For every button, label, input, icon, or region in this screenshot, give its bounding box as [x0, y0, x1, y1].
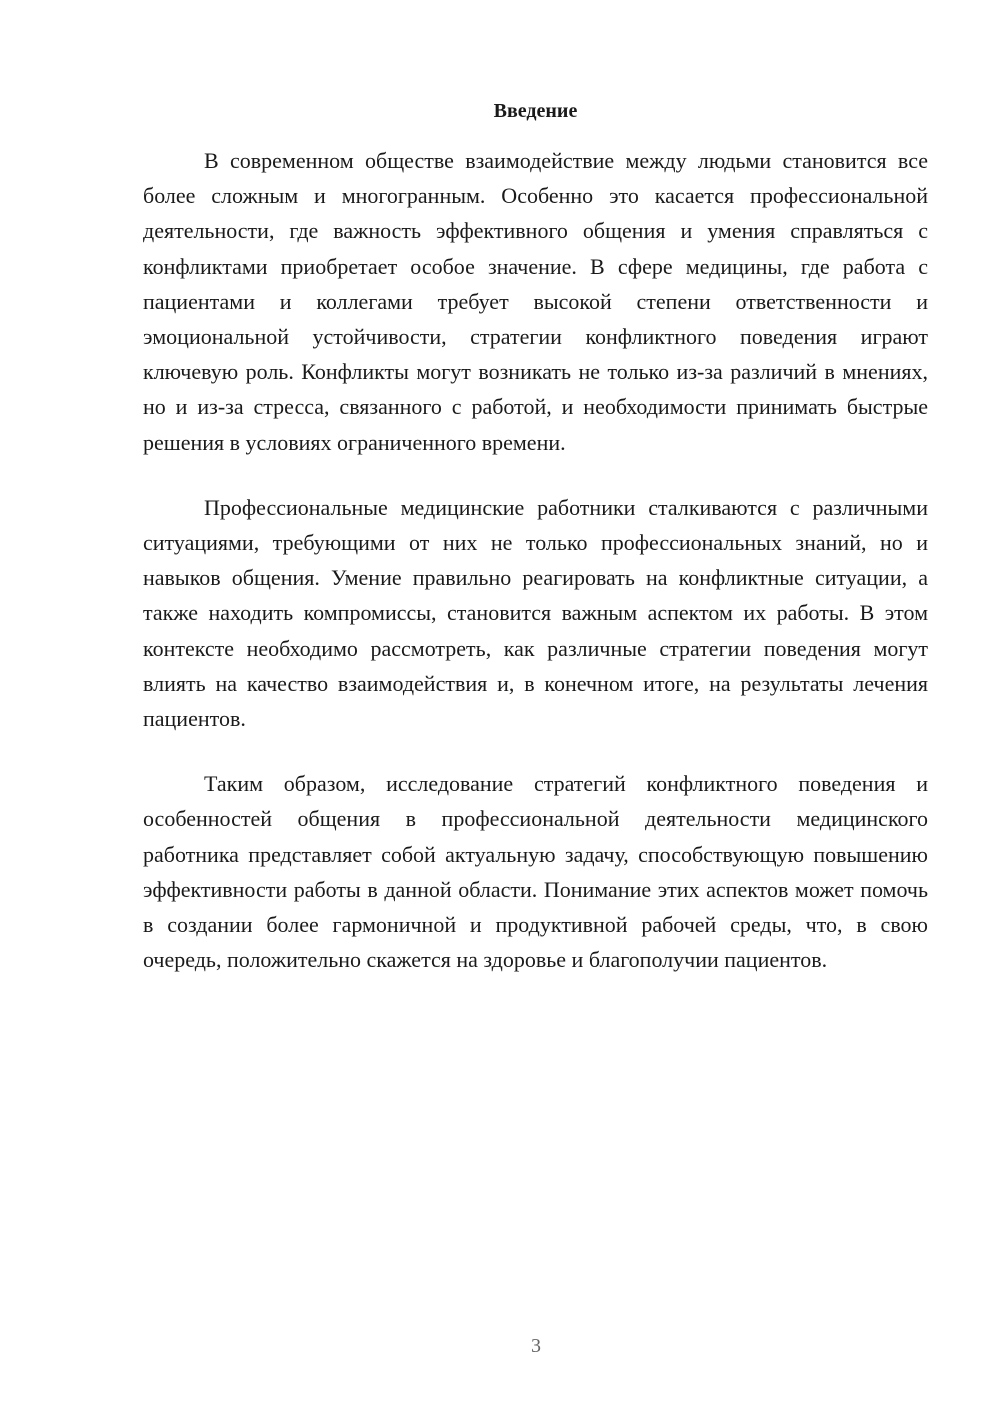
page-number: 3 — [531, 1335, 541, 1357]
body-text — [143, 143, 928, 1007]
paragraph-3: Таким образом, исследование стратегий конфликтного поведения и особенностей общения в профессиональной деятельности медицинского работника представляет собой актуальную задачу, способствующую повышению эффективности работы в данной области. Понимание этих аспектов может помочь в создании более гармоничной и продуктивной рабочей среды, что, в свою очередь, положительно скажется на здоровье и благополучии пациентов. — [143, 771, 928, 973]
paragraph-1: В современном обществе взаимодействие между людьми становится все более сложным и многогранным. Особенно это касается профессиональной деятельности, где важность эффективного общения и умения справляться с конфликтами приобретает особое значение. В сфере медицины, где работа с пациентами и коллегами требует высокой степени ответственности и эмоциональной устойчивости, стратегии конфликтного поведения играют ключевую роль. Конфликты могут возникать не только из-за различий в мнениях, но и из-за стресса, связанного с работой, и необходимости принимать быстрые решения в условиях ограниченного времени. — [143, 148, 928, 455]
section-heading: Введение — [493, 100, 578, 122]
paragraph-2: Профессиональные медицинские работники сталкиваются с различными ситуациями, требующими от них не только профессиональных знаний, но и навыков общения. Умение правильно реагировать на конфликтные ситуации, а также находить компромиссы, становится важным аспектом их работы. В этом контексте необходимо рассмотреть, как различные стратегии поведения могут влиять на качество взаимодействия и, в конечном итоге, на результаты лечения пациентов. — [143, 494, 928, 732]
